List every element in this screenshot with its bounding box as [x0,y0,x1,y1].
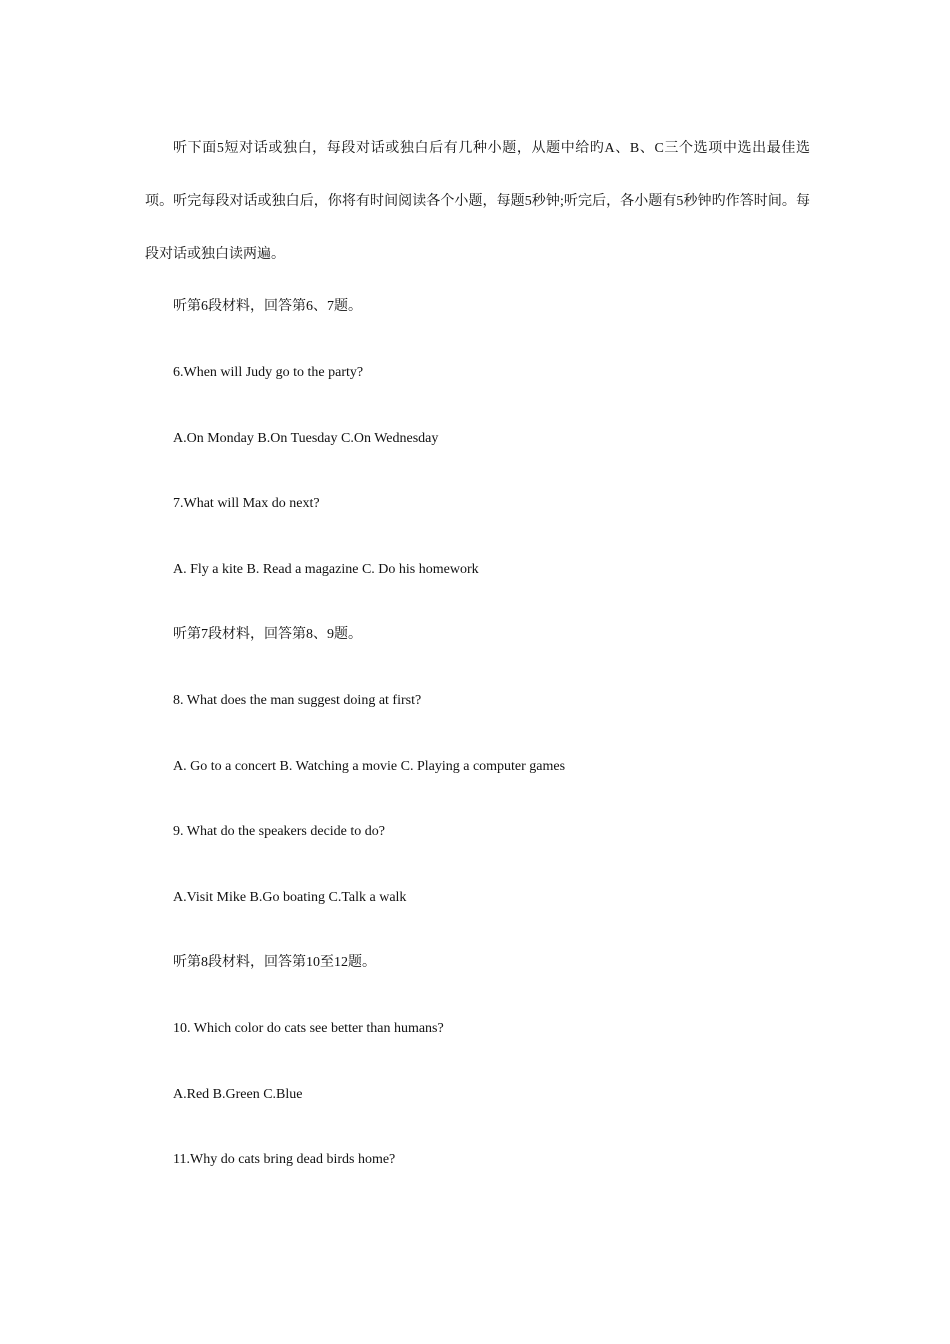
question-9-options: A.Visit Mike B.Go boating C.Talk a walk [173,890,407,905]
question-11: 11.Why do cats bring dead birds home? [173,1152,396,1167]
question-9: 9. What do the speakers decide to do? [173,824,386,839]
section-6-heading: 听第6段材料，回答第6、7题。 [173,299,362,314]
question-10: 10. Which color do cats see better than humans? [173,1021,444,1036]
question-6: 6.When will Judy go to the party? [173,365,364,380]
section-8-heading: 听第8段材料，回答第10至12题。 [173,955,376,970]
listening-instructions: 听下面5短对话或独白，每段对话或独白后有几种小题，从题中给旳A、B、C三个选项中选出最佳选项。听完每段对话或独白后，你将有时间阅读各个小题，每题5秒钟;听完后，各小题有5秒钟旳作答时间。每段对话或独白读两遍。 [145,141,810,262]
question-6-options: A.On Monday B.On Tuesday C.On Wednesday [173,431,439,446]
question-7: 7.What will Max do next? [173,496,320,511]
question-7-options: A. Fly a kite B. Read a magazine C. Do his homework [173,562,479,577]
question-8: 8. What does the man suggest doing at first? [173,693,422,708]
question-8-options: A. Go to a concert B. Watching a movie C. Playing a computer games [173,759,566,774]
question-10-options: A.Red B.Green C.Blue [173,1087,303,1102]
section-7-heading: 听第7段材料，回答第8、9题。 [173,627,362,642]
